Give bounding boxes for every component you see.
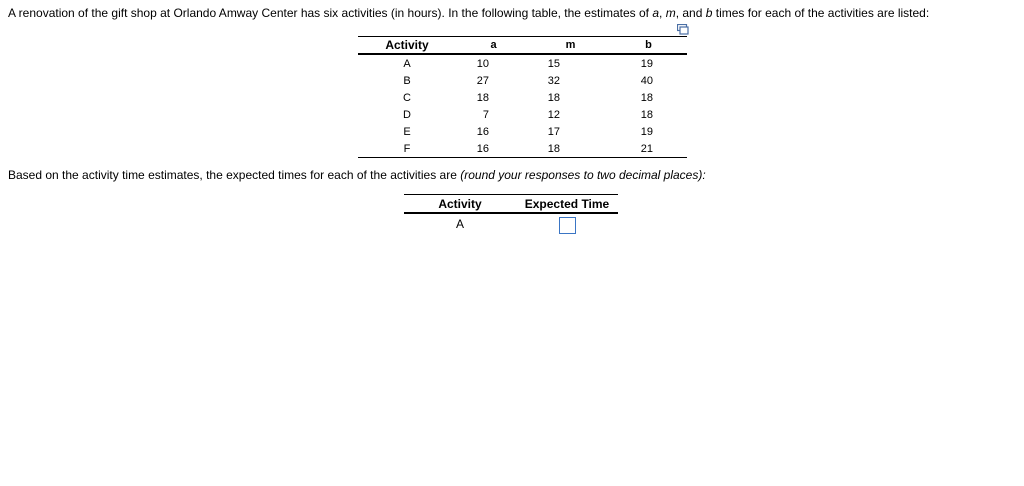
var-b: b <box>705 6 713 20</box>
cell-b: 19 <box>640 125 653 138</box>
table-row <box>358 140 687 158</box>
cell-b: 21 <box>610 140 687 158</box>
table-row <box>358 89 687 106</box>
cell-a: 16 <box>476 125 489 138</box>
var-m: m <box>665 6 676 20</box>
cell-b: 40 <box>640 74 653 87</box>
cell-activity: F <box>358 140 456 158</box>
cell-b: 19 <box>640 57 653 70</box>
estimates-table <box>358 36 687 158</box>
cell-activity: C <box>403 91 411 104</box>
cell-a: 16 <box>456 140 531 158</box>
cell-activity: B <box>403 74 411 87</box>
table-row <box>358 72 687 89</box>
var-a: a <box>652 6 660 20</box>
cell-m: 17 <box>547 125 560 138</box>
problem-intro <box>8 5 929 21</box>
header-activity: Activity <box>404 195 516 214</box>
cell-b: 18 <box>640 108 653 121</box>
cell-m: 18 <box>547 91 560 104</box>
table-row <box>404 213 618 234</box>
header-a: a <box>456 37 531 55</box>
header-expected-time: Expected Time <box>516 195 618 214</box>
expected-time-input-a[interactable] <box>559 217 576 234</box>
expected-times-prompt <box>8 167 706 183</box>
cell-expected-time <box>516 213 618 234</box>
cell-a: 18 <box>476 91 489 104</box>
cell-a: 7 <box>482 108 489 121</box>
cell-m: 15 <box>547 57 560 70</box>
cell-a: 10 <box>476 57 489 70</box>
table-row <box>358 54 687 72</box>
header-activity: Activity <box>358 37 456 55</box>
table-row <box>358 106 687 123</box>
header-m: m <box>531 37 610 55</box>
cell-activity: D <box>403 108 411 121</box>
intro-sep2: , and <box>675 6 706 20</box>
expected-times-table <box>404 194 618 234</box>
table-row <box>358 123 687 140</box>
cell-a: 27 <box>476 74 489 87</box>
intro-sep1: , <box>659 6 666 20</box>
cell-activity: A <box>455 217 464 231</box>
estimates-header-row <box>358 37 687 55</box>
intro-prefix: A renovation of the gift shop at Orlando Amway Center has six activities (in hours). In the following table, the estimates of <box>8 6 653 20</box>
intro-suffix: times for each of the activities are listed: <box>712 6 930 20</box>
cell-m: 32 <box>547 74 560 87</box>
cell-m: 12 <box>547 108 560 121</box>
cell-activity: E <box>403 125 411 138</box>
header-b: b <box>610 37 687 55</box>
expected-header-row <box>404 195 618 214</box>
copy-icon[interactable] <box>677 24 689 35</box>
based-prefix: Based on the activity time estimates, the expected times for each of the activities are <box>8 168 461 182</box>
cell-m: 18 <box>531 140 610 158</box>
cell-activity: A <box>403 57 411 70</box>
rounding-instruction: (round your responses to two decimal places): <box>460 168 706 182</box>
cell-b: 18 <box>640 91 653 104</box>
